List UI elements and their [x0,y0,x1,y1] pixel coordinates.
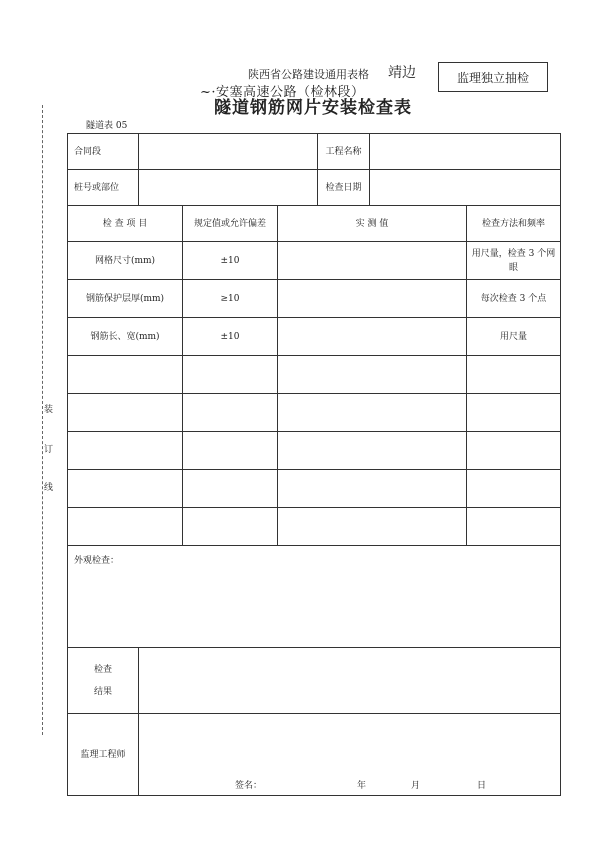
empty-spec-cell[interactable] [183,394,278,432]
form-series-label: 陕西省公路建设通用表格 [248,68,369,81]
binding-char-ding: 订 [44,442,53,455]
empty-item-cell[interactable] [68,508,183,546]
table-row [68,242,561,280]
row-measured-cell[interactable] [278,242,467,280]
empty-measured-cell[interactable] [278,394,467,432]
info-row-2 [68,170,561,206]
empty-measured-cell[interactable] [278,356,467,394]
sign-label: 签名： [235,781,263,791]
page-title: 隧道钢筋网片安装检查表 [214,98,412,118]
contract-label: 合同段 [68,134,139,170]
date-label: 检查日期 [318,170,370,206]
empty-spec-cell[interactable] [183,356,278,394]
empty-spec-cell[interactable] [183,508,278,546]
empty-item-cell[interactable] [68,470,183,508]
empty-item-cell[interactable] [68,432,183,470]
year-label: 年 [357,781,367,791]
empty-spec-cell[interactable] [183,470,278,508]
road-name: ~·安塞高速公路（检林段） [200,85,365,100]
row-measured-cell[interactable] [278,280,467,318]
result-label-cell [68,648,139,714]
appearance-cell[interactable] [68,546,561,648]
inspection-form-table [67,133,561,796]
binding-char-xian: 线 [44,480,53,493]
col-header-method: 检查方法和频率 [467,206,561,242]
empty-row [68,432,561,470]
day-label: 日 [477,781,487,791]
result-label-line2: 结果 [93,686,112,697]
row-item: 网格尺寸(mm) [68,242,183,280]
month-label: 月 [411,781,421,791]
appearance-label: 外观检查： [74,556,120,566]
project-value-cell[interactable] [370,134,561,170]
empty-method-cell[interactable] [467,470,561,508]
row-spec: ±10 [183,242,278,280]
empty-row [68,394,561,432]
row-method: 每次检查 3 个点 [467,280,561,318]
station-value-cell[interactable] [139,170,318,206]
result-row [68,648,561,714]
empty-item-cell[interactable] [68,394,183,432]
supervision-stamp: 监理独立抽检 [438,62,548,92]
empty-item-cell[interactable] [68,356,183,394]
empty-row [68,356,561,394]
project-label: 工程名称 [318,134,370,170]
empty-spec-cell[interactable] [183,432,278,470]
table-row [68,280,561,318]
table-row [68,318,561,356]
column-header-row [68,206,561,242]
row-method: 用尺量，检查 3 个网眼 [467,242,561,280]
form-code: 隧道表 05 [86,121,128,131]
col-header-measured: 实 测 值 [278,206,467,242]
info-row-1 [68,134,561,170]
empty-measured-cell[interactable] [278,508,467,546]
supervisor-row [68,714,561,796]
row-spec: ±10 [183,318,278,356]
supervisor-label: 监理工程师 [68,714,139,796]
date-value-cell[interactable] [370,170,561,206]
empty-method-cell[interactable] [467,432,561,470]
empty-method-cell[interactable] [467,394,561,432]
row-item: 钢筋保护层厚(mm) [68,280,183,318]
result-label-line1: 检查 [93,664,112,675]
row-item: 钢筋长、宽(mm) [68,318,183,356]
col-header-item: 检 查 项 目 [68,206,183,242]
appearance-row [68,546,561,648]
empty-measured-cell[interactable] [278,432,467,470]
section-name-handwritten: 靖边 [388,65,416,81]
binding-line [42,105,43,735]
empty-row [68,508,561,546]
empty-method-cell[interactable] [467,356,561,394]
empty-measured-cell[interactable] [278,470,467,508]
row-measured-cell[interactable] [278,318,467,356]
row-method: 用尺量 [467,318,561,356]
binding-char-zhuang: 装 [44,402,53,415]
supervisor-value-cell[interactable] [139,714,561,796]
empty-row [68,470,561,508]
empty-method-cell[interactable] [467,508,561,546]
station-label: 桩号或部位 [68,170,139,206]
col-header-spec: 规定值或允许偏差 [183,206,278,242]
row-spec: ≥10 [183,280,278,318]
result-value-cell[interactable] [139,648,561,714]
contract-value-cell[interactable] [139,134,318,170]
